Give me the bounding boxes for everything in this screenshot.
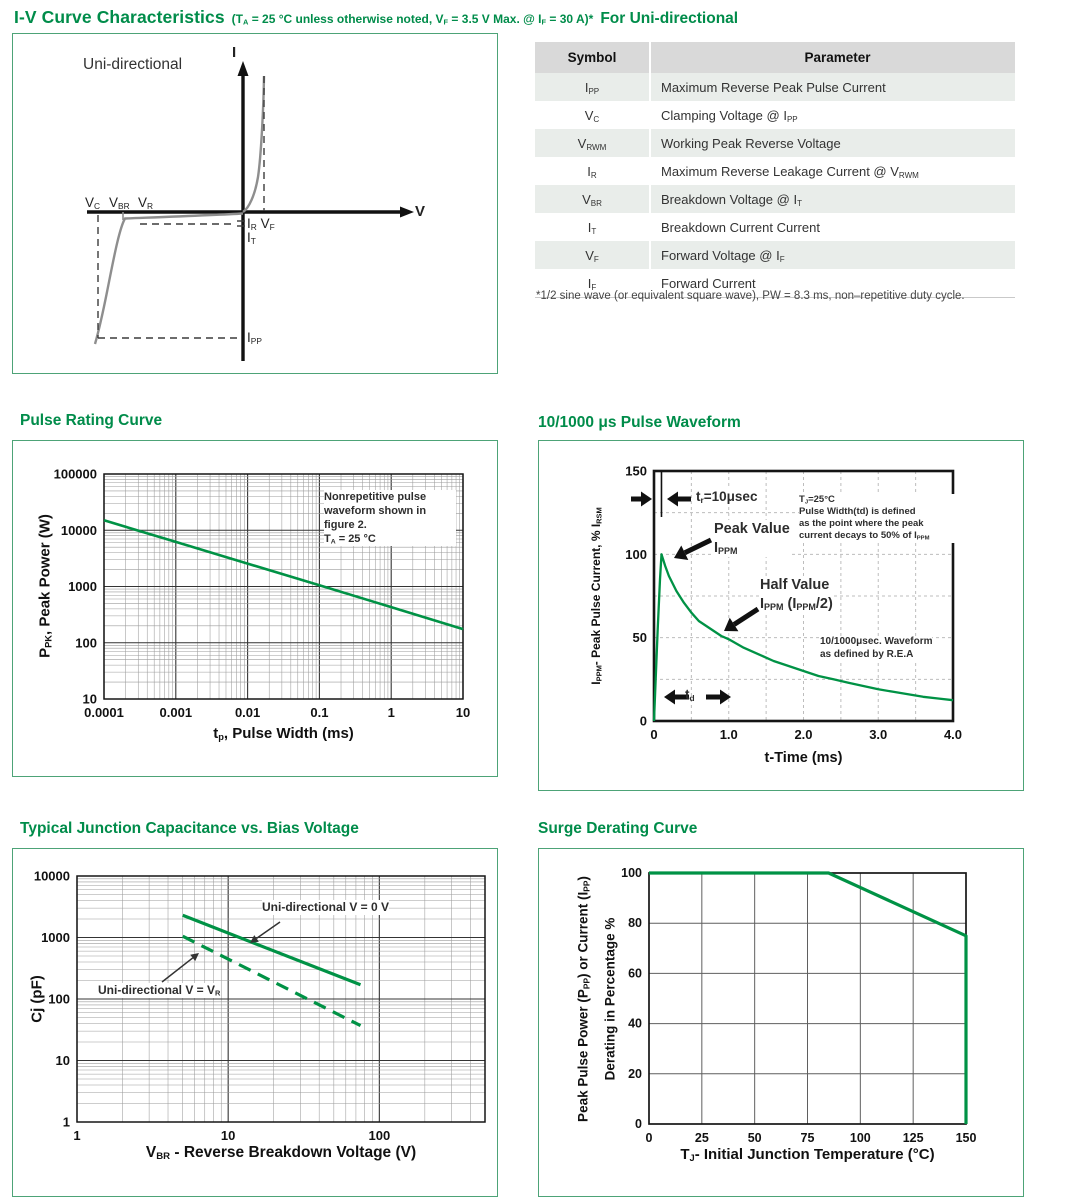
i-axis-arrowhead — [238, 61, 249, 76]
y-tick-label: 10000 — [33, 868, 70, 884]
page-title-main: I-V Curve Characteristics — [14, 7, 225, 27]
y-tick-label: 10000 — [60, 522, 97, 538]
pulse-rating-y-axis-label: $P_{PK}$, Peak Power (W) — [36, 514, 54, 658]
x-tick-label: 25 — [694, 1131, 709, 1145]
table-row — [535, 101, 1015, 129]
table-cell-symbol: $V_F$ — [535, 241, 650, 269]
table-cell-symbol: $V_C$ — [535, 101, 650, 129]
surge-derating-chart-box — [538, 848, 1024, 1197]
y-tick-label: 20 — [628, 1066, 642, 1081]
heading-junction-capacitance: Typical Junction Capacitance vs. Bias Voltage — [20, 820, 359, 837]
capacitance-y-axis-label: Cj (pF) — [28, 975, 46, 1023]
x-tick-label: 10 — [455, 705, 471, 720]
x-tick-label: 1 — [73, 1128, 81, 1143]
waveform-rise-time-annotation: $t_r=10\mu\sec$ — [696, 489, 758, 505]
y-tick-label: 100 — [48, 991, 70, 1007]
iv-axis-label-current: I — [232, 44, 237, 61]
table-header-row — [535, 42, 1015, 73]
waveform-y-axis-label: $I_{PPM}-$ Peak Pulse Current, % $I_{RSM}$ — [589, 507, 604, 685]
x-tick-label: 1.0 — [719, 727, 738, 742]
y-tick-label: 10 — [82, 691, 97, 707]
y-tick-label: 1 — [62, 1114, 70, 1130]
y-tick-label: 10 — [55, 1053, 70, 1068]
symbol-table-body — [535, 73, 1015, 298]
waveform-half-value-label: Half Value $I_{PPM}$ $(I_{PPM}/2)$ — [760, 577, 833, 612]
y-tick-label: 0 — [635, 1117, 642, 1131]
waveform-x-axis-label: t-Time (ms) — [764, 750, 843, 766]
annotation-arrow — [685, 540, 711, 553]
iv-reverse-curve — [95, 214, 243, 345]
iv-label-it: $I_T$ — [247, 230, 256, 246]
annotation-arrowhead — [190, 953, 199, 961]
surge-x-axis-label: $T_J-$ Initial Junction Temperature (°C) — [680, 1146, 935, 1164]
pulse-rating-chart-box — [12, 440, 498, 777]
x-tick-label: 0 — [650, 727, 658, 742]
surge-y-axis-label-line2: Derating in Percentage % — [602, 917, 618, 1081]
table-cell-symbol: $I_T$ — [535, 213, 650, 241]
x-tick-label: 0.001 — [159, 705, 193, 720]
x-tick-label: 100 — [368, 1128, 391, 1143]
annotation-arrowhead — [667, 492, 678, 507]
table-row — [535, 157, 1015, 185]
y-tick-label: 60 — [628, 966, 642, 981]
iv-label-vr: $V_R$ — [138, 195, 154, 211]
x-tick-label: 2.0 — [794, 727, 813, 742]
x-tick-label: 150 — [955, 1131, 977, 1145]
x-tick-label: 4.0 — [943, 727, 963, 742]
y-tick-label: 40 — [628, 1016, 642, 1031]
y-tick-label: 1000 — [41, 930, 70, 945]
y-tick-label: 100 — [625, 546, 647, 562]
y-tick-label: 1000 — [68, 579, 97, 594]
tick-labels — [621, 866, 976, 1145]
heading-pulse-rating-curve: Pulse Rating Curve — [20, 412, 163, 429]
table-cell-parameter: Maximum Reverse Leakage Current @ $V_{RWM}$ — [650, 157, 1015, 185]
iv-label-vc: $V_C$ — [85, 195, 101, 211]
x-tick-label: 125 — [902, 1131, 924, 1145]
iv-curve-diagram-box — [12, 33, 498, 374]
waveform-td-label: $t_d$ — [685, 687, 695, 703]
y-tick-label: 100 — [75, 635, 97, 651]
capacitance-x-axis-label: $V_{BR}$ - Reverse Breakdown Voltage (V) — [145, 1144, 417, 1163]
x-tick-label: 0.1 — [310, 705, 329, 720]
table-cell-symbol: $V_{BR}$ — [535, 185, 650, 213]
iv-label-ipp: $I_{PP}$ — [247, 330, 262, 346]
annotation-arrowhead — [720, 690, 731, 705]
y-tick-label: 80 — [628, 916, 642, 931]
table-row — [535, 185, 1015, 213]
table-row — [535, 241, 1015, 269]
surge-y-axis-label-line1: Peak Pulse Power $(P_{PP})$ or Current $(I_{PP})$ — [575, 876, 592, 1122]
gridlines — [649, 873, 966, 1124]
table-row — [535, 213, 1015, 241]
heading-surge-derating: Surge Derating Curve — [538, 820, 698, 837]
table-cell-parameter: Maximum Reverse Peak Pulse Current — [650, 73, 1015, 101]
iv-axis-label-voltage: V — [415, 203, 426, 220]
junction-capacitance-plot — [13, 849, 494, 1193]
heading-pulse-waveform: 10/1000 μs Pulse Waveform — [538, 414, 741, 431]
symbol-parameter-table — [535, 42, 1015, 298]
y-tick-label: 150 — [625, 463, 647, 479]
capacitance-dashed-series-label: Uni-directional $V = V_R$ — [98, 983, 221, 998]
page-title-conditions: ($T_A = 25$ °C unless otherwise noted, $V_F = 3.5$ V Max. @ $I_F = 30$ A)* — [231, 12, 594, 27]
page-title-suffix: For Uni-directional — [600, 10, 739, 27]
waveform-rea-note: 10/1000μsec. Waveform as defined by R.E.A — [820, 636, 933, 660]
table-row — [535, 129, 1015, 157]
waveform-pulse-width-note: $T_J=25^\circ C$ Pulse Width(td) is defined as the point where the peak current decays to 50% of $I_{PPM}$ — [799, 494, 981, 543]
annotation-arrowhead — [250, 935, 259, 943]
v-axis-arrowhead — [400, 207, 414, 218]
x-tick-label: 100 — [849, 1131, 871, 1145]
annotation-arrow — [162, 958, 193, 982]
annotation-arrow — [257, 922, 280, 938]
pulse-waveform-chart-box — [538, 440, 1024, 791]
table-cell-parameter: Breakdown Current Current — [650, 213, 1015, 241]
table-cell-symbol: $I_F$ — [535, 269, 650, 298]
x-tick-label: 3.0 — [869, 727, 888, 742]
table-cell-symbol: $V_{RWM}$ — [535, 129, 650, 157]
x-tick-label: 50 — [747, 1131, 762, 1145]
junction-capacitance-chart-box — [12, 848, 498, 1197]
table-footnote: *1/2 sine wave (or equivalent square wave), PW = 8.3 ms, non–repetitive duty cycle. — [536, 290, 965, 302]
table-cell-parameter: Breakdown Voltage @ $I_T$ — [650, 185, 1015, 213]
table-cell-parameter: Working Peak Reverse Voltage — [650, 129, 1015, 157]
table-cell-symbol: $I_{PP}$ — [535, 73, 650, 101]
y-tick-label: 100 — [621, 866, 642, 880]
y-tick-label: 50 — [632, 630, 647, 646]
table-cell-symbol: $I_R$ — [535, 157, 650, 185]
table-row — [535, 73, 1015, 101]
annotation-arrowhead — [664, 690, 675, 705]
y-tick-label: 0 — [639, 713, 647, 729]
page-title — [14, 7, 738, 28]
table-header-parameter: Parameter — [650, 42, 1015, 73]
waveform-peak-value-label: Peak Value $I_{PPM}$ — [714, 521, 790, 556]
iv-label-vbr: $V_{BR}$ — [109, 195, 130, 211]
iv-forward-curve — [243, 76, 264, 212]
table-cell-parameter: Forward Current — [650, 269, 1015, 298]
x-tick-label: 10 — [220, 1128, 236, 1143]
x-tick-label: 0 — [645, 1131, 653, 1145]
pulse-rating-x-axis-label: $t_p$, Pulse Width (ms) — [213, 725, 354, 743]
table-cell-parameter: Clamping Voltage @ $I_{PP}$ — [650, 101, 1015, 129]
pulse-rating-annotation: Nonrepetitive pulse waveform shown in figure 2. $T_A = 25$ °C — [324, 490, 456, 546]
iv-heading-unidirectional: Uni-directional — [83, 56, 183, 73]
pulse-waveform-plot — [539, 441, 1020, 787]
table-cell-parameter: Forward Voltage @ $I_F$ — [650, 241, 1015, 269]
x-tick-label: 1 — [387, 705, 395, 720]
annotation-arrow — [734, 609, 758, 624]
x-tick-label: 0.0001 — [84, 705, 124, 720]
table-header-symbol: Symbol — [535, 42, 650, 73]
y-tick-label: 100000 — [53, 466, 97, 482]
x-tick-label: 75 — [800, 1131, 815, 1145]
annotation-arrowhead — [641, 492, 652, 507]
x-tick-label: 0.01 — [234, 705, 261, 720]
iv-label-ir-vf: $I_R$ $V_F$ — [247, 216, 275, 232]
capacitance-solid-series-label: Uni-directional V = 0 V — [262, 900, 390, 914]
